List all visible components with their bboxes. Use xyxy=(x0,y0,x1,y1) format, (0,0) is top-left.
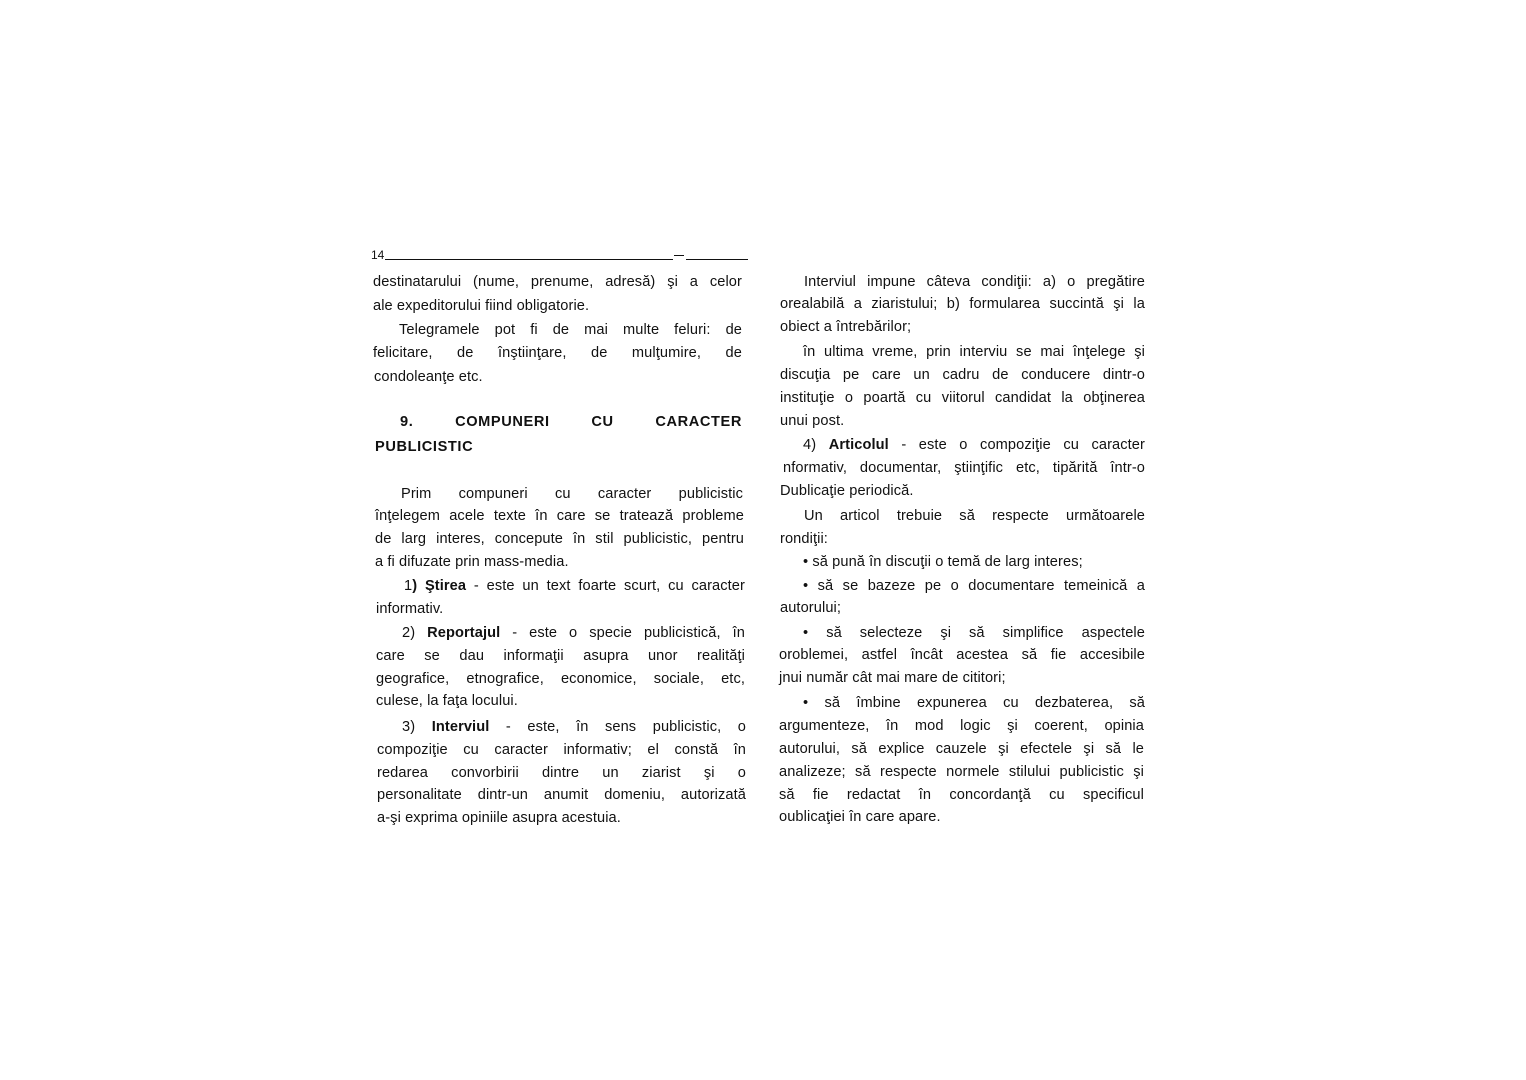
header-rule-short xyxy=(686,259,748,260)
bullet-item: • să selecteze şi să simplifice aspectele xyxy=(803,625,1145,641)
text-line: Prim compuneri cu caracter publicistic xyxy=(401,486,743,502)
text-line: Un articol trebuie să respecte următoarele xyxy=(804,508,1145,524)
term: Articolul xyxy=(828,437,889,453)
text-line: a-şi exprima opiniile asupra acestuia. xyxy=(377,810,621,826)
text-line: orealabilă a ziaristului; b) formularea succintă şi la xyxy=(780,296,1145,312)
page-header xyxy=(371,247,749,263)
bullet-item: • să îmbine expunerea cu dezbaterea, să xyxy=(803,695,1145,711)
text-line: a fi difuzate prin mass-media. xyxy=(375,554,569,570)
text-line: de larg interes, concepute în stil publicistic, pentru xyxy=(375,531,744,547)
text-line: felicitare, de înştiinţare, de mulţumire, de xyxy=(373,345,742,361)
term: Interviul xyxy=(431,719,490,735)
text-line: obiect a întrebărilor; xyxy=(780,319,912,335)
text-line: oroblemei, astfel încât acestea să fie accesibile xyxy=(779,647,1145,663)
text-line: autorului; xyxy=(780,600,842,616)
heading-word: CU xyxy=(591,414,614,430)
text-line: ale expeditorului fiind obligatorie. xyxy=(373,298,590,314)
text-line: Dublicaţie periodică. xyxy=(780,483,914,499)
text-line: culese, la faţa locului. xyxy=(376,693,518,709)
text-line: argumenteze, în mod logic şi coerent, opinia xyxy=(779,718,1144,734)
text-line: înţelegem acele texte în care se tratează probleme xyxy=(375,508,744,524)
text-line: Interviul impune câteva condiţii: a) o pregătire xyxy=(804,274,1145,290)
text-line: destinatarului (nume, prenume, adresă) şi a celor xyxy=(373,274,742,290)
text-line: redarea convorbirii dintre un ziarist şi o xyxy=(377,765,746,781)
text-line: unui post. xyxy=(780,413,845,429)
term: ) Ştirea xyxy=(412,578,467,594)
text-line: rondiţii: xyxy=(780,531,828,547)
header-dash xyxy=(674,255,684,256)
text-line: personalitate dintr-un anumit domeniu, autorizată xyxy=(377,787,746,803)
text-line: nformativ, documentar, ştiinţific etc, tipărită într-o xyxy=(783,460,1145,476)
term: Reportajul xyxy=(427,625,501,641)
bullet-item: • să se bazeze pe o documentare temeinică a xyxy=(803,578,1145,594)
text-line: oublicaţiei în care apare. xyxy=(779,809,941,825)
text-line: jnui număr cât mai mare de cititori; xyxy=(779,670,1006,686)
page-number: 14 xyxy=(371,248,385,262)
text-line: compoziţie cu caracter informativ; el constă în xyxy=(377,742,746,758)
header-rule xyxy=(385,259,673,260)
text-line: discuţia pe care un cadru de conducere dintr-o xyxy=(780,367,1145,383)
text-line: informativ. xyxy=(376,601,444,617)
bullet-item: • să pună în discuţii o temă de larg interes; xyxy=(803,554,1083,570)
section-number: 9. xyxy=(400,414,414,430)
text-line: analizeze; să respecte normele stilului publicistic şi xyxy=(779,764,1144,780)
text-line: autorului, să explice cauzele şi efectele şi să le xyxy=(779,741,1144,757)
text-line: să fie redactat în concordanţă cu specificul xyxy=(779,787,1144,803)
text-line: condoleanţe etc. xyxy=(374,369,483,385)
list-item-articolul: 4) Articolul - este o compoziţie cu caracter xyxy=(803,437,1145,453)
list-item-reportajul: 2) Reportajul - este o specie publicistică, în xyxy=(402,625,745,641)
section-heading xyxy=(400,413,742,431)
heading-word: CARACTER xyxy=(655,414,742,430)
text-line: în ultima vreme, prin interviu se mai înţelege şi xyxy=(803,344,1145,360)
section-heading-line2: PUBLICISTIC xyxy=(375,439,474,455)
text-line: Telegramele pot fi de mai multe feluri: de xyxy=(399,322,742,338)
text-line: geografice, etnografice, economice, sociale, etc, xyxy=(376,671,745,687)
list-item-interviul: 3) Interviul - este, în sens publicistic, o xyxy=(402,719,746,735)
list-item-stirea: 1) Ştirea - este un text foarte scurt, cu caracter xyxy=(404,578,745,594)
text-line: care se dau informaţii asupra unor realităţi xyxy=(376,648,745,664)
text-line: instituţie o poartă cu viitorul candidat la obţinerea xyxy=(780,390,1145,406)
heading-word: COMPUNERI xyxy=(455,414,550,430)
